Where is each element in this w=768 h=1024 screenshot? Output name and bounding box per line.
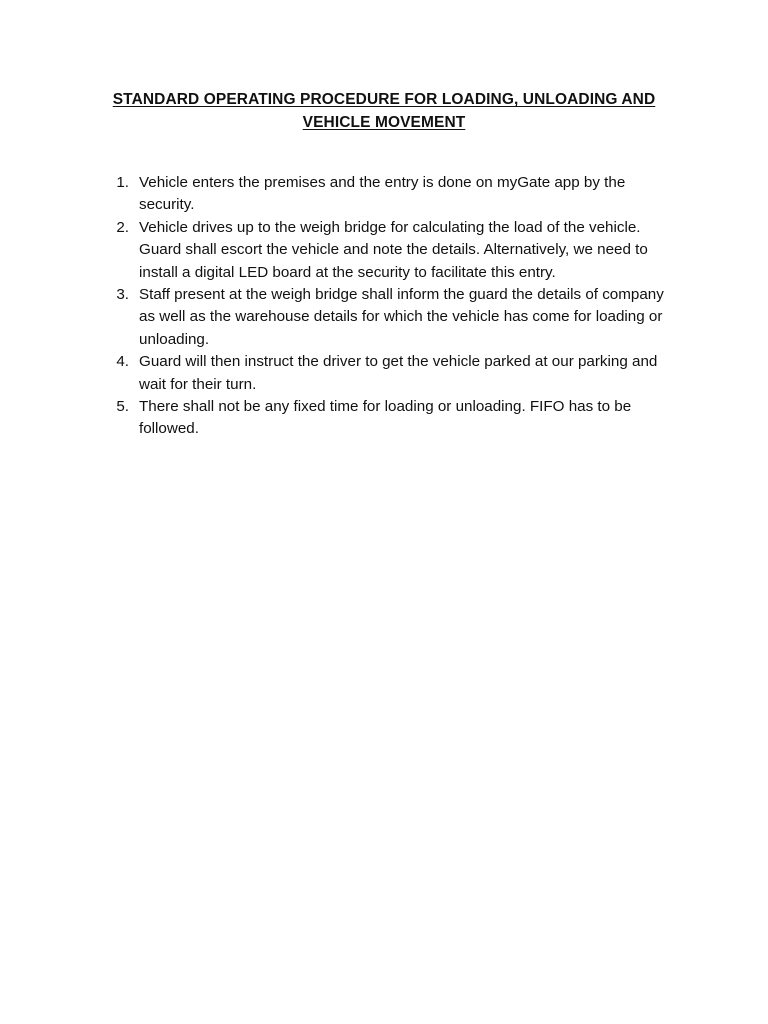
list-item	[108, 217, 683, 284]
list-item	[108, 396, 683, 441]
step-number: 2.	[116, 218, 129, 236]
list-item	[108, 284, 683, 351]
step-text: Guard will then instruct the driver to get the vehicle parked at our parking and wait for their turn.	[139, 353, 658, 393]
step-number: 5.	[116, 398, 129, 416]
title-line-2: VEHICLE MOVEMENT	[302, 114, 466, 131]
step-text: Vehicle drives up to the weigh bridge for calculating the load of the vehicle. Guard shall escort the vehicle and note the details. Alternatively, we need to install a digital LED board at the security to facilitate this entry.	[139, 218, 648, 281]
step-text: Vehicle enters the premises and the entry is done on myGate app by the security.	[139, 174, 626, 214]
list-item	[108, 172, 683, 217]
list-item	[108, 351, 683, 396]
step-text: There shall not be any fixed time for loading or unloading. FIFO has to be followed.	[139, 398, 632, 438]
step-number: 1.	[116, 174, 129, 191]
step-number: 4.	[116, 353, 129, 371]
step-text: Staff present at the weigh bridge shall inform the guard the details of company as well as the warehouse details for which the vehicle has come for loading or unloading.	[139, 286, 664, 348]
title-line-1: STANDARD OPERATING PROCEDURE FOR LOADING, UNLOADING AND	[112, 91, 656, 108]
step-number: 3.	[116, 286, 129, 304]
page-title	[100, 88, 668, 134]
procedure-steps-list	[108, 172, 683, 441]
